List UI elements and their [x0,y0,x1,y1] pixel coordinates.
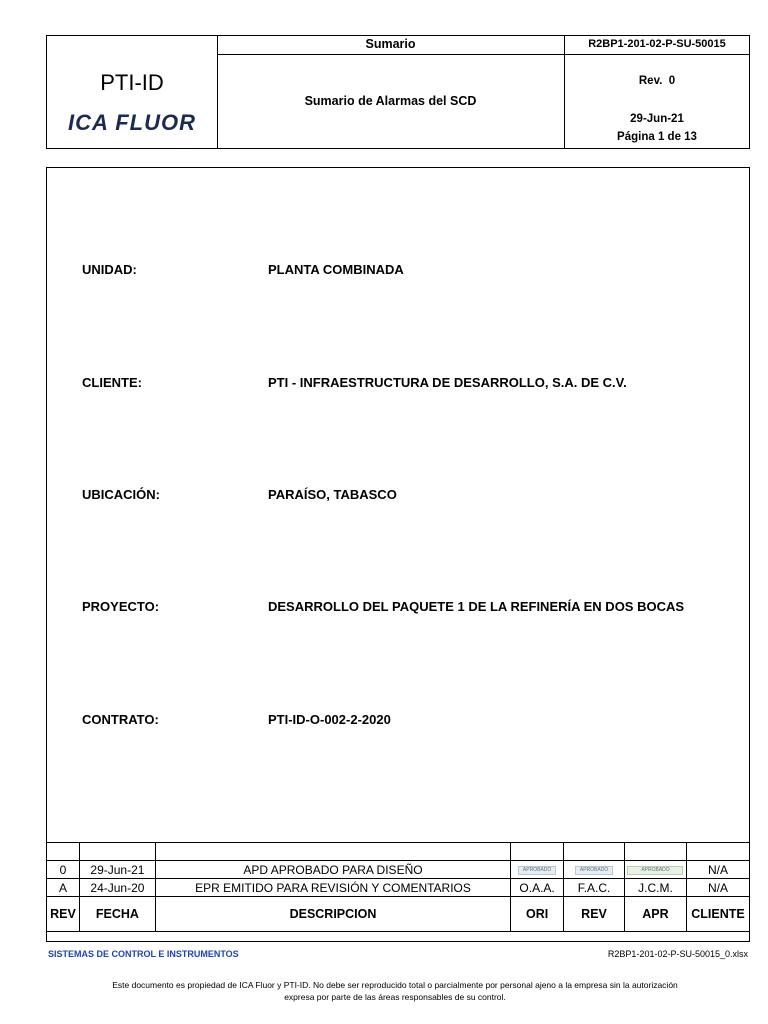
descripcion-cell: EPR EMITIDO PARA REVISIÓN Y COMENTARIOS [155,879,510,897]
footer-department: SISTEMAS DE CONTROL E INSTRUMENTOS [48,949,239,959]
document-header [46,35,750,149]
doc-code: R2BP1-201-02-P-SU-50015 [588,38,726,50]
disclaimer [50,979,740,1003]
table-row [47,879,750,897]
field-label-cliente: CLIENTE: [82,375,142,390]
approval-stamp: APROBADO [627,866,683,875]
footer-filename: R2BP1-201-02-P-SU-50015_0.xlsx [607,949,748,959]
doc-type: Sumario [365,37,416,51]
field-value-ubicacion: PARAÍSO, TABASCO [268,487,397,502]
header-rev: REV [47,897,80,932]
table-header-row [47,897,750,932]
field-value-contrato: PTI-ID-O-002-2-2020 [268,712,391,727]
cover-info-box [46,167,750,942]
revision-number: Rev. 0 [638,75,676,87]
fecha-cell: 29-Jun-21 [79,861,155,879]
descripcion-cell: APD APROBADO PARA DISEÑO [155,861,510,879]
header-rev-by: REV [564,897,625,932]
disclaimer-line: expresa por parte de las áreas responsables de su control. [284,992,506,1002]
disclaimer-line: Este documento es propiedad de ICA Fluor y PTI-ID. No debe ser reproducido total o parcialmente por personal ajeno a la empresa sin la autorización [112,980,678,990]
header-ori: ORI [511,897,564,932]
header-descripcion: DESCRIPCION [155,897,510,932]
fecha-cell: 24-Jun-20 [79,879,155,897]
ori-cell: O.A.A. [511,879,564,897]
header-fecha: FECHA [79,897,155,932]
rev-by-cell [564,861,625,879]
cliente-cell: N/A [686,861,749,879]
page-number: Página 1 de 13 [617,131,697,143]
field-value-proyecto: DESARROLLO DEL PAQUETE 1 DE LA REFINERÍA EN DOS BOCAS [268,599,685,614]
field-label-unidad: UNIDAD: [82,262,137,277]
rev-cell: 0 [47,861,80,879]
org-name: PTI-ID [100,70,164,95]
apr-cell: J.C.M. [625,879,687,897]
rev-cell: A [47,879,80,897]
doc-date: 29-Jun-21 [630,113,684,125]
table-row [47,861,750,879]
ori-cell [511,861,564,879]
field-label-proyecto: PROYECTO: [82,599,160,614]
field-value-cliente: PTI - INFRAESTRUCTURA DE DESARROLLO, S.A. DE C.V. [268,375,627,390]
field-label-contrato: CONTRATO: [82,712,159,727]
approval-stamp: APROBADO [575,866,613,875]
company-logo: ICA FLUOR [68,110,196,135]
header-divider [564,54,750,55]
apr-cell [625,861,687,879]
doc-title: Sumario de Alarmas del SCD [304,94,477,108]
revision-table [46,842,750,932]
header-apr: APR [625,897,687,932]
field-label-ubicacion: UBICACIÓN: [82,487,160,502]
approval-stamp: APROBADO [518,866,556,875]
cliente-cell: N/A [686,879,749,897]
rev-by-cell: F.A.C. [564,879,625,897]
table-row [47,843,750,861]
field-value-unidad: PLANTA COMBINADA [268,262,404,277]
header-cliente: CLIENTE [686,897,749,932]
header-divider [217,36,218,148]
header-divider [217,54,564,55]
